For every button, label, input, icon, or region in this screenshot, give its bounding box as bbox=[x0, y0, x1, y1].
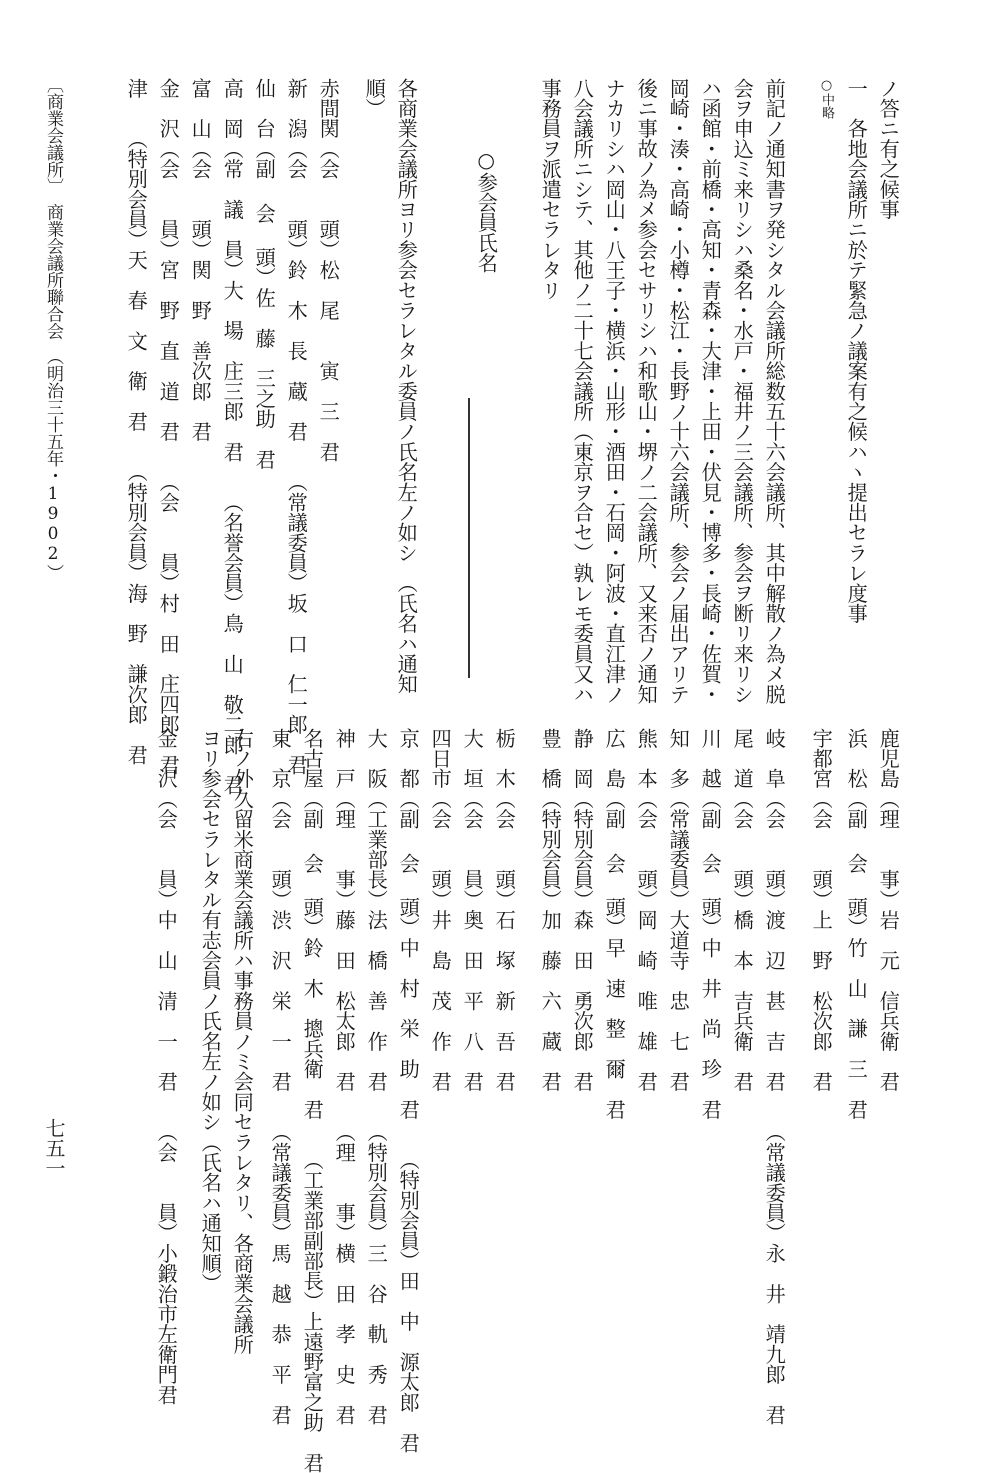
member-entry: 宇都宮（会 頭）上 野 松次郎 君 bbox=[809, 728, 834, 1092]
member-entry: 岐 阜（会 頭）渡 辺 甚 吉 君 （常議委員）永 井 靖九郎 君 bbox=[762, 728, 787, 1425]
text-line: ハ函館・前橋・高知・青森・大津・上田・伏見・博多・長崎・佐賀・ bbox=[698, 78, 723, 705]
member-entry: 東 京（会 頭）渋 沢 栄 一 君 （常議委員）馬 越 恭 平 君 bbox=[268, 728, 293, 1425]
member-entry: 仙 台（副 会 頭）佐 藤 三之助 君 bbox=[252, 78, 277, 470]
text-line: ヨリ参会セラレタル有志会員ノ氏名左ノ如シ（氏名ハ通知順） bbox=[198, 728, 223, 1294]
member-entry: 鹿児島（理 事）岩 元 信兵衛 君 bbox=[876, 728, 901, 1092]
text-line: 岡崎・湊・高崎・小樽・松江・長野ノ十六会議所、参会ノ届出アリテ bbox=[666, 78, 691, 705]
text-line: 各商業会議所ヨリ参会セラレタル委員ノ氏名左ノ如シ （氏名ハ通知 bbox=[394, 78, 419, 695]
text-line: 順） bbox=[362, 78, 387, 119]
member-entry: 浜 松（副 会 頭）竹 山 謙 三 君 bbox=[844, 728, 869, 1120]
member-entry: 新 潟（会 頭）鈴 木 長 蔵 君 （常議委員）坂 口 仁一郎 君 bbox=[284, 78, 309, 775]
running-footer: 〔商業会議所〕 商業会議所聯合会 （明治三十五年・1902） bbox=[43, 76, 63, 581]
text-line: ナカリシハ岡山・八王子・横浜・山形・酒田・石岡・阿波・直江津ノ bbox=[602, 78, 627, 705]
section-divider bbox=[468, 398, 470, 678]
member-entry: 広 島（副 会 頭）早 速 整 爾 君 bbox=[602, 728, 627, 1120]
section-heading: ○参会員氏名 bbox=[474, 148, 499, 273]
member-entry: 金 沢（会 員）宮 野 直 道 君 （会 員）村 田 庄四郎 君 bbox=[156, 78, 181, 775]
member-entry: 富 山（会 頭）関 野 善次郎 君 bbox=[188, 78, 213, 442]
text-line: 会ヲ申込ミ来リシハ桑名・水戸・福井ノ三会議所、参会ヲ断リ来リシ bbox=[730, 78, 755, 705]
member-entry: 大 垣（会 員）奥 田 平 八 君 bbox=[460, 728, 485, 1092]
text-line: 事務員ヲ派遣セラレタリ bbox=[538, 78, 563, 301]
member-entry: 高 岡（常 議 員）大 場 庄三郎 君 （名誉会員）鳥 山 敬二郎 君 bbox=[220, 78, 245, 796]
member-entry: 四日市（会 頭）井 島 茂 作 君 bbox=[428, 728, 453, 1092]
text-line: 後ニ事故ノ為メ参会セサリシハ和歌山・堺ノ二会議所、又来否ノ通知 bbox=[634, 78, 659, 705]
member-entry: 赤間関（会 頭）松 尾 寅 三 君 bbox=[316, 78, 341, 462]
member-entry: 知 多（常議委員）大道寺 忠 七 君 bbox=[666, 728, 691, 1092]
member-entry: 尾 道（会 頭）橋 本 吉兵衛 君 bbox=[730, 728, 755, 1092]
member-entry: 静 岡（特別会員）森 田 勇次郎 君 bbox=[570, 728, 595, 1092]
member-entry: 神 戸（理 事）藤 田 松太郎 君 （理 事）横 田 孝 史 君 bbox=[332, 728, 357, 1425]
text-line: 前記ノ通知書ヲ発シタル会議所総数五十六会議所、其中解散ノ為メ脱 bbox=[762, 78, 787, 705]
text-line: ノ答ニ有之候事 bbox=[876, 78, 901, 220]
text-line: 八会議所ニシテ、其他ノ二十七会議所（東京ヲ合セ）孰レモ委員又ハ bbox=[570, 78, 595, 705]
member-entry: 津 （特別会員）天 春 文 衛 君 （特別会員）海 野 謙次郎 君 bbox=[124, 78, 149, 765]
text-line: 一 各地会議所ニ於テ緊急ノ議案有之候ハヽ提出セラレ度事 bbox=[844, 78, 869, 624]
member-entry: 川 越（副 会 頭）中 井 尚 珍 君 bbox=[698, 728, 723, 1120]
member-entry: 名古屋（副 会 頭）鈴 木 摠兵衛 君 （工業部副部長）上遠野富之助 君 bbox=[300, 728, 325, 1473]
member-entry: 栃 木（会 頭）石 塚 新 吾 君 bbox=[492, 728, 517, 1092]
text-line: ○中略 bbox=[819, 78, 834, 119]
member-entry: 大 阪（工業部長）法 橋 善 作 君 （特別会員）三 谷 軌 秀 君 bbox=[364, 728, 389, 1425]
member-entry: 豊 橋（特別会員）加 藤 六 蔵 君 bbox=[538, 728, 563, 1092]
member-entry: 京 都（副 会 頭）中 村 栄 助 君 （特別会員）田 中 源太郎 君 bbox=[396, 728, 421, 1453]
member-entry: 金 沢（会 員）中 山 清 一 君 （会 員）小鍛治市左衛門君 bbox=[154, 728, 179, 1405]
page-number: 七五一 bbox=[42, 1118, 66, 1178]
member-entry: 熊 本（会 頭）岡 崎 唯 雄 君 bbox=[634, 728, 659, 1092]
text-line: 右ノ外久留米商業会議所ハ事務員ノミ会同セラレタリ、各商業会議所 bbox=[230, 728, 255, 1355]
